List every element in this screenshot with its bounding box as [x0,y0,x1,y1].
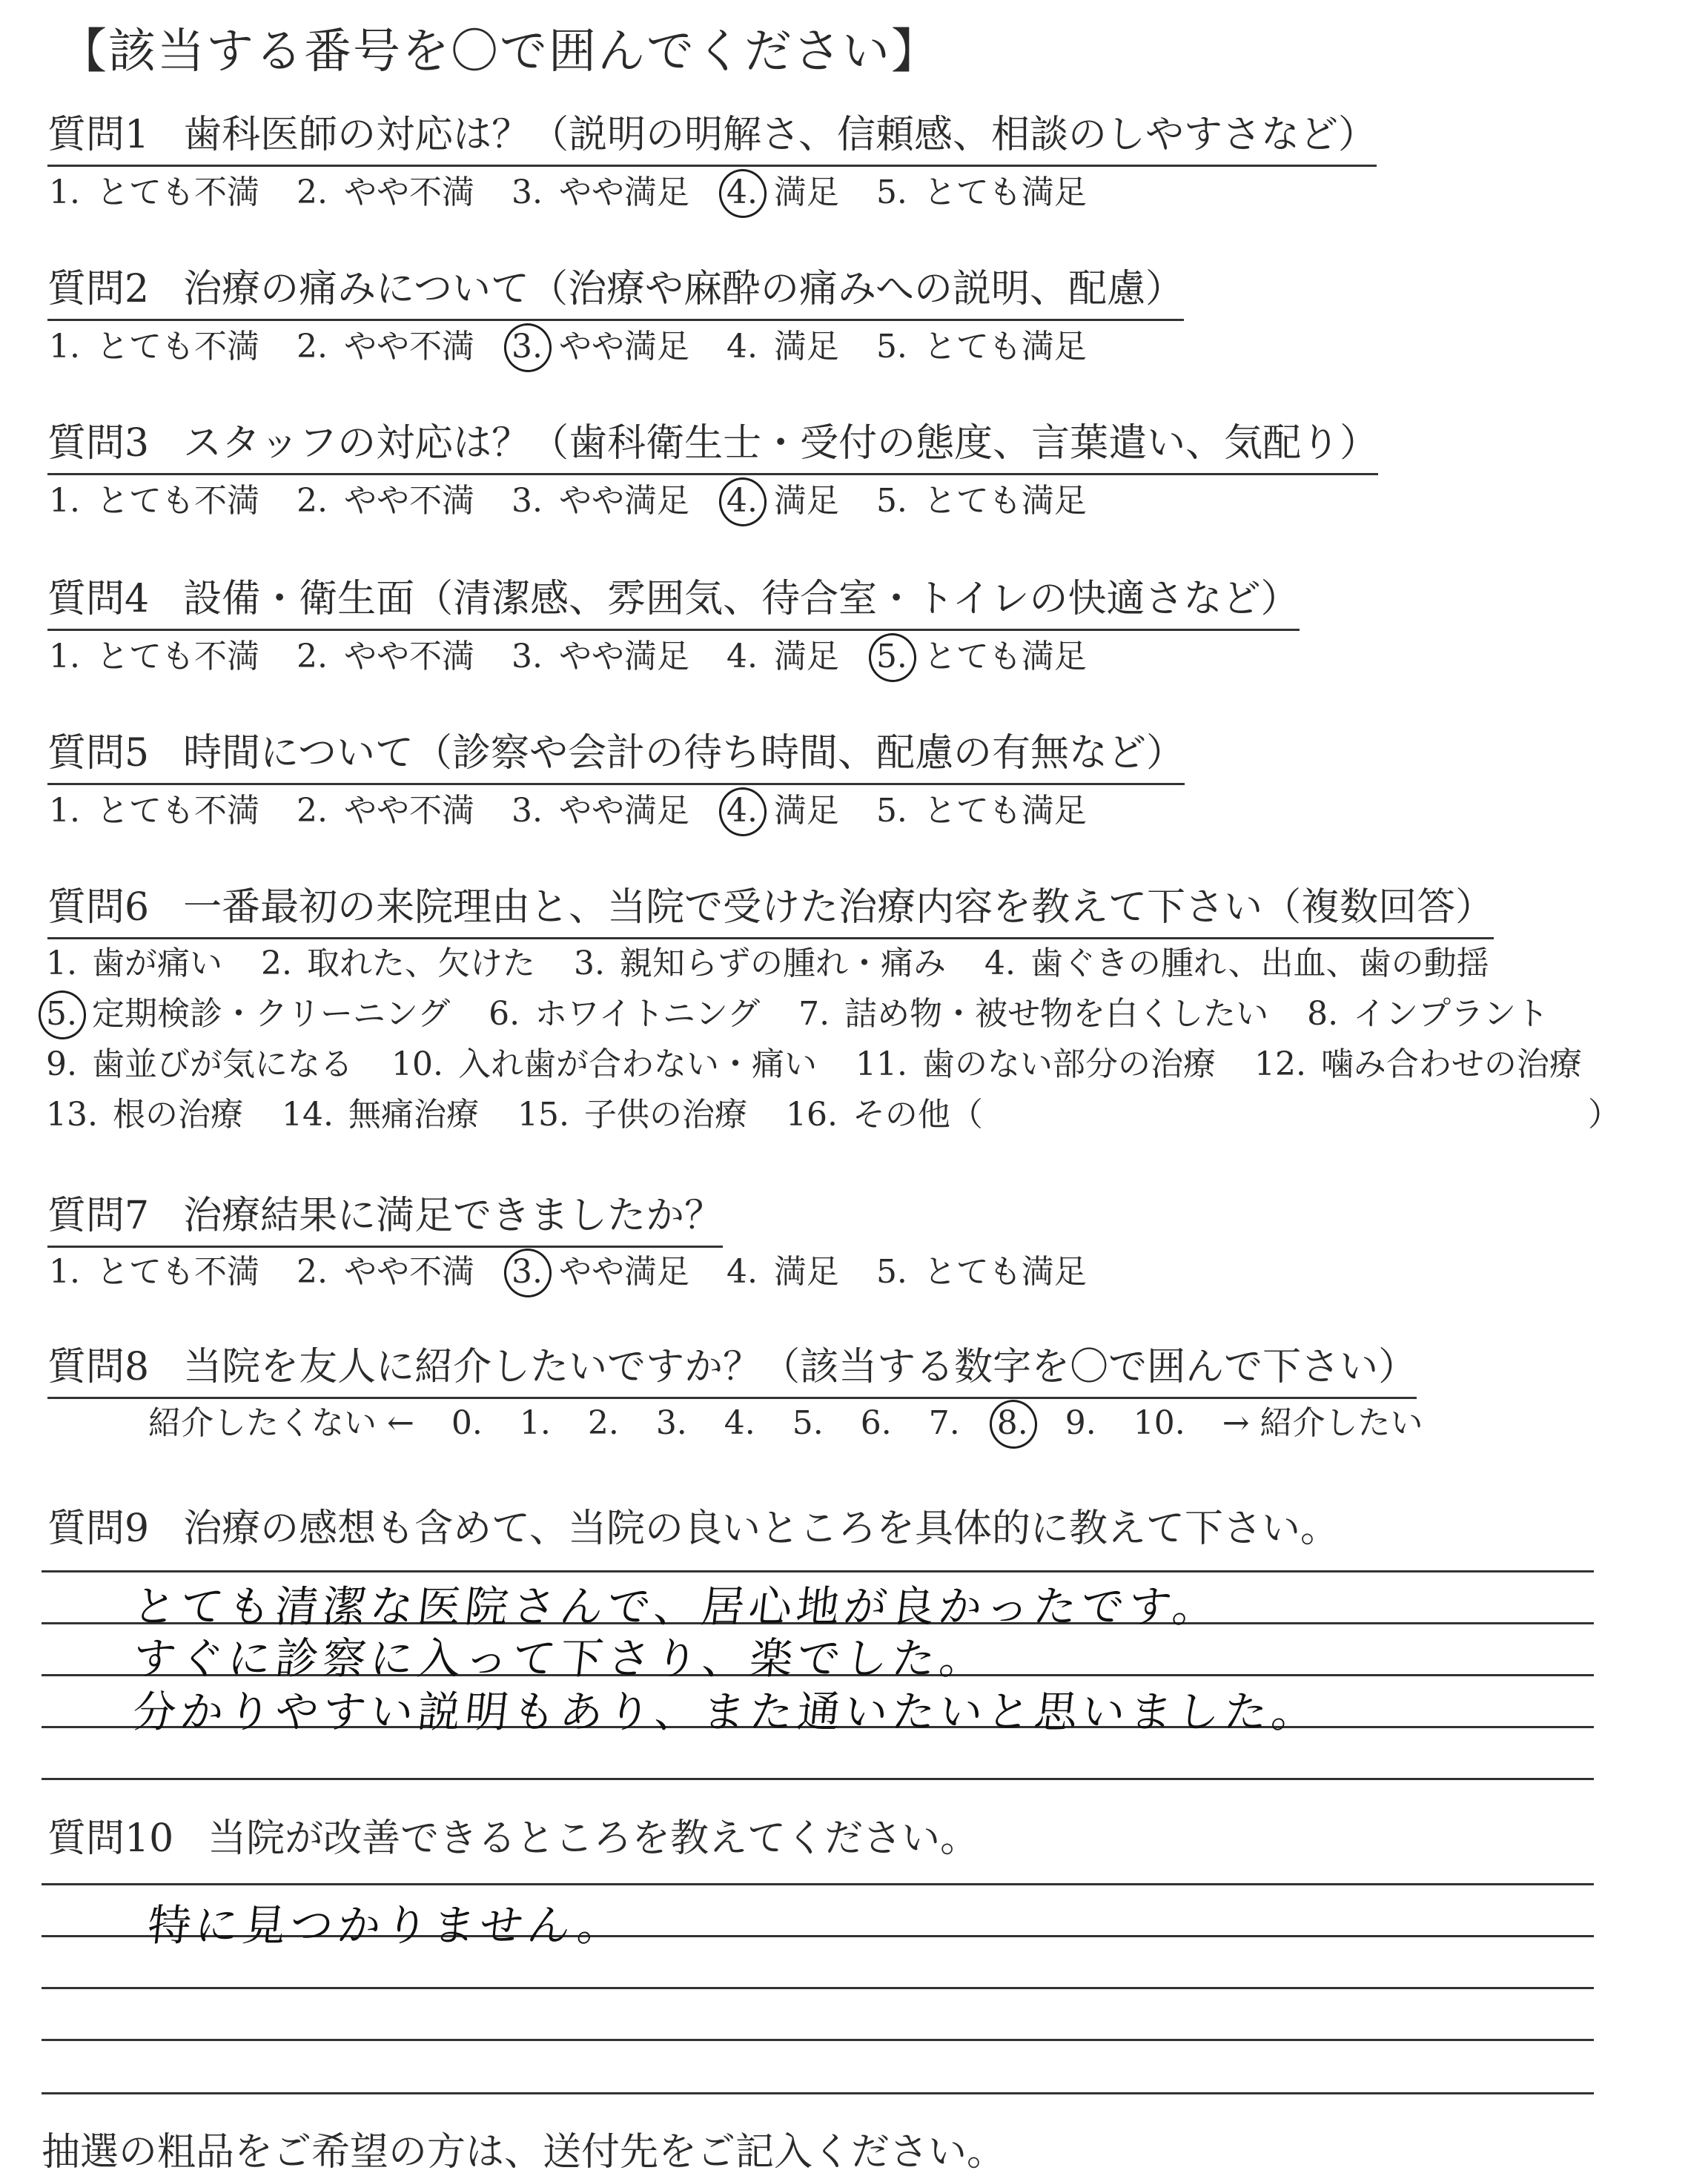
option-number: 4. [726,792,758,830]
question-label: 質問2 [47,267,150,311]
rating-option[interactable] [512,636,689,678]
q7-text: 治療結果に満足できましたか？ [183,1194,724,1238]
option-label: 満足 [773,1253,839,1291]
q9-answer-line: すぐに診察に入って下さり、楽でした。 [130,1633,990,1684]
option-label: 歯が痛い [91,945,222,982]
q9-text: 治療の感想も含めて、当院の良いところを具体的に教えて下さい。 [183,1507,1340,1551]
q6-option[interactable] [786,1094,983,1136]
option-number: 1. [49,1253,80,1291]
option-number: 5. [875,482,907,520]
scale-value[interactable]: 4. [724,1404,755,1442]
option-label: やや満足 [558,482,689,520]
option-number: 1. [49,638,80,675]
option-number: 1. [49,792,80,830]
q8-label: 質問8 [47,1345,150,1389]
q6-option[interactable] [282,1094,479,1136]
option-number: 1. [46,945,77,982]
rating-option[interactable] [726,172,839,214]
q6-option-row [46,943,1528,985]
option-number: 4. [726,1253,758,1291]
option-label: やや満足 [558,1253,689,1291]
q9-answer-line: 分かりやすい説明もあり、また通いたいと思いました。 [130,1687,1323,1737]
question-label: 質問4 [47,577,150,621]
form-header: 【該当する番号を〇で囲んでください】 [59,24,940,79]
option-label: とても不満 [96,792,259,830]
rating-option[interactable] [297,790,474,832]
option-number: 8. [1307,995,1339,1033]
rating-option[interactable] [876,480,1087,522]
option-number: 5. [876,638,907,675]
option-number: 2. [260,945,292,982]
option-label: とても満足 [923,173,1087,211]
option-number: 7. [798,995,830,1033]
option-label: 子供の治療 [583,1096,747,1134]
selection-circle [716,784,770,839]
option-label: とても満足 [923,1253,1087,1291]
rating-options [49,790,1124,832]
option-number: 3. [512,1253,543,1291]
selection-circle [716,474,770,529]
question-title [47,265,1184,321]
option-number: 3. [511,792,543,830]
rating-option[interactable] [49,790,259,832]
q6-option[interactable] [574,943,946,985]
q6-option[interactable] [1307,993,1549,1035]
selection-circle [986,1397,1040,1452]
q6-option-row [46,1044,1621,1085]
option-label: 取れた、欠けた [306,945,535,982]
q10-line [42,2039,1594,2041]
q6-option[interactable] [855,1044,1216,1085]
q6-option[interactable] [798,993,1268,1035]
selection-circle [36,988,90,1042]
scale-value[interactable]: 5. [792,1404,824,1442]
q6-option[interactable] [1254,1044,1582,1085]
q6-title [47,884,1494,939]
rating-option[interactable] [512,1251,689,1293]
option-label: やや不満 [343,792,474,830]
option-label: とても不満 [96,328,259,366]
q6-option[interactable] [391,1044,817,1085]
scale-value[interactable]: 1. [519,1404,551,1442]
q7-label: 質問7 [47,1194,150,1238]
scale-value[interactable]: 7. [928,1404,960,1442]
q10-line [42,1883,1594,1885]
option-label: 根の治療 [112,1096,243,1134]
option-number: 4. [984,945,1016,982]
question-text: 治療の痛みについて（治療や麻酔の痛みへの説明、配慮） [183,267,1185,311]
option-number: 13. [46,1096,98,1134]
scale-value[interactable]: 3. [655,1404,687,1442]
rating-option[interactable] [49,1251,259,1293]
rating-option[interactable] [876,172,1087,214]
question-text: 時間について（診察や会計の待ち時間、配慮の有無など） [183,731,1185,776]
option-number: 2. [296,173,328,211]
q6-option-row [46,993,1587,1035]
option-number: 10. [391,1045,443,1083]
option-label: 歯ぐきの腫れ、出血、歯の動揺 [1030,945,1489,982]
question-text: 設備・衛生面（清潔感、雰囲気、待合室・トイレの快適さなど） [183,577,1300,621]
q6-text: 一番最初の来院理由と、当院で受けた治療内容を教えて下さい（複数回答） [183,885,1494,930]
rating-option[interactable] [726,790,839,832]
q9-title [47,1505,1339,1558]
option-label: とても満足 [923,638,1087,675]
question-title [47,420,1378,475]
option-number: 2. [296,1253,328,1291]
option-label: 入れ歯が合わない・痛い [457,1045,817,1083]
rating-option[interactable] [297,480,474,522]
q6-option[interactable] [984,943,1489,985]
q6-option[interactable] [46,1094,243,1136]
rating-option[interactable] [297,1251,474,1293]
option-number: 2. [296,638,328,675]
question-title [47,730,1185,785]
q6-option[interactable] [489,993,760,1035]
option-number: 14. [281,1096,334,1134]
option-label: とても不満 [96,1253,259,1291]
rating-option[interactable] [512,790,689,832]
scale-value[interactable]: 9. [1065,1404,1096,1442]
option-number: 5. [875,792,907,830]
rating-options [49,172,1124,214]
option-label: とても不満 [96,638,259,675]
q9-label: 質問9 [47,1507,150,1551]
option-number: 1. [49,482,80,520]
q6-option[interactable] [46,1044,353,1085]
option-label: 定期検診・クリーニング [91,995,451,1033]
option-number: 16. [785,1096,838,1134]
scale-value[interactable]: 2. [587,1404,619,1442]
rating-option[interactable] [876,636,1087,678]
option-label: やや不満 [343,328,474,366]
option-number: 1. [49,328,80,366]
q8-title [47,1343,1417,1399]
q10-text: 当院が改善できるところを教えてください。 [208,1816,979,1861]
q10-answer-line: 特に見つかりません。 [145,1900,628,1951]
option-label: 歯のない部分の治療 [921,1045,1216,1083]
scale-value[interactable]: 10. [1133,1404,1185,1442]
option-number: 5. [875,328,907,366]
option-number: 9. [46,1045,77,1083]
option-label: やや満足 [558,792,689,830]
rating-option[interactable] [512,480,689,522]
question-text: スタッフの対応は？（歯科衛生士・受付の態度、言葉遣い、気配り） [183,421,1379,466]
rating-option[interactable] [49,326,259,368]
option-number: 3. [511,173,543,211]
option-label: インプラント [1353,995,1549,1033]
rating-option[interactable] [297,172,474,214]
rating-option[interactable] [726,1251,839,1293]
rating-options [49,636,1124,678]
option-label: 詰め物・被せ物を白くしたい [844,995,1269,1033]
q6-label: 質問6 [47,885,150,930]
q10-label: 質問10 [47,1816,174,1861]
option-number: 1. [49,173,80,211]
selection-circle [866,630,920,685]
q10-title [47,1815,979,1868]
option-label: やや不満 [343,1253,474,1291]
option-label: やや満足 [558,638,689,675]
q8-text: 当院を友人に紹介したいですか？（該当する数字を〇で囲んで下さい） [183,1345,1417,1389]
q6-option[interactable] [261,943,535,985]
q8-scale [148,1403,1460,1444]
option-number: 4. [726,328,758,366]
rating-option[interactable] [297,326,474,368]
rating-option[interactable] [726,480,839,522]
selection-circle [501,1246,555,1300]
option-number: 2. [296,328,328,366]
option-label: 噛み合わせの治療 [1320,1045,1582,1083]
option-number: 3. [511,638,543,675]
rating-option[interactable] [512,172,689,214]
option-label: 満足 [773,173,839,211]
option-number: 3. [511,482,543,520]
question-title [47,575,1300,631]
option-label: 歯並びが気になる [91,1045,353,1083]
option-label: やや満足 [558,328,689,366]
q9-answer-line: とても清潔な医院さんで、居心地が良かったです。 [130,1581,1223,1632]
option-label: 無痛治療 [348,1096,479,1134]
q6-option[interactable] [46,993,450,1035]
rating-option[interactable] [512,326,689,368]
option-number: 6. [489,995,520,1033]
option-label: とても満足 [923,328,1087,366]
option-label: とても不満 [96,482,259,520]
question-label: 質問3 [47,421,150,466]
rating-option[interactable] [876,326,1087,368]
scale-value[interactable]: 0. [451,1404,483,1442]
q10-line [42,2092,1594,2094]
option-number: 2. [296,792,328,830]
selection-circle [716,166,770,221]
scale-left-label: 紹介したくない ← [148,1404,414,1442]
rating-option[interactable] [297,636,474,678]
option-label: やや不満 [343,173,474,211]
q6-option-row [46,1094,1621,1136]
question-title [47,111,1377,167]
option-label: やや満足 [558,173,689,211]
option-label: やや不満 [343,482,474,520]
rating-option[interactable] [726,326,839,368]
option-label: 満足 [773,482,839,520]
rating-option[interactable] [49,636,259,678]
scale-value[interactable]: 6. [860,1404,892,1442]
question-label: 質問1 [47,113,150,157]
option-label: とても満足 [923,792,1087,830]
footer-note: 抽選の粗品をご希望の方は、送付先をご記入ください。 [42,2130,1006,2175]
option-label: 満足 [773,328,839,366]
other-close-paren: ） [1588,1096,1621,1134]
rating-options [49,326,1124,368]
option-number: 4. [726,482,758,520]
q10-line [42,1987,1594,1989]
option-number: 5. [875,173,907,211]
question-text: 歯科医師の対応は？（説明の明解さ、信頼感、相談のしやすさなど） [183,113,1377,157]
option-number: 2. [296,482,328,520]
rating-option[interactable] [726,636,839,678]
rating-option[interactable] [49,480,259,522]
rating-option[interactable] [876,1251,1087,1293]
option-number: 12. [1254,1045,1306,1083]
selection-circle [501,320,555,375]
option-label: 満足 [773,638,839,675]
option-number: 4. [726,638,758,675]
option-label: ホワイトニング [534,995,761,1033]
q7-title [47,1192,723,1248]
option-number: 5. [875,1253,907,1291]
q7-options [49,1251,1124,1293]
scale-value[interactable]: 8. [997,1403,1028,1444]
option-number: 3. [573,945,605,982]
option-label: とても不満 [96,173,259,211]
question-label: 質問5 [47,731,150,776]
option-label: その他（ [852,1096,983,1134]
option-label: 親知らずの腫れ・痛み [619,945,946,982]
option-number: 5. [46,995,77,1033]
q6-option[interactable] [517,1094,747,1136]
option-label: やや不満 [343,638,474,675]
option-label: とても満足 [923,482,1087,520]
rating-option[interactable] [876,790,1087,832]
option-label: 満足 [773,792,839,830]
option-number: 4. [726,173,758,211]
option-number: 15. [517,1096,569,1134]
scale-right-label: → 紹介したい [1222,1404,1423,1442]
q9-line [42,1778,1594,1780]
q6-option[interactable] [46,943,222,985]
rating-options [49,480,1124,522]
rating-option[interactable] [49,172,259,214]
option-number: 11. [855,1045,907,1083]
option-number: 3. [512,328,543,366]
